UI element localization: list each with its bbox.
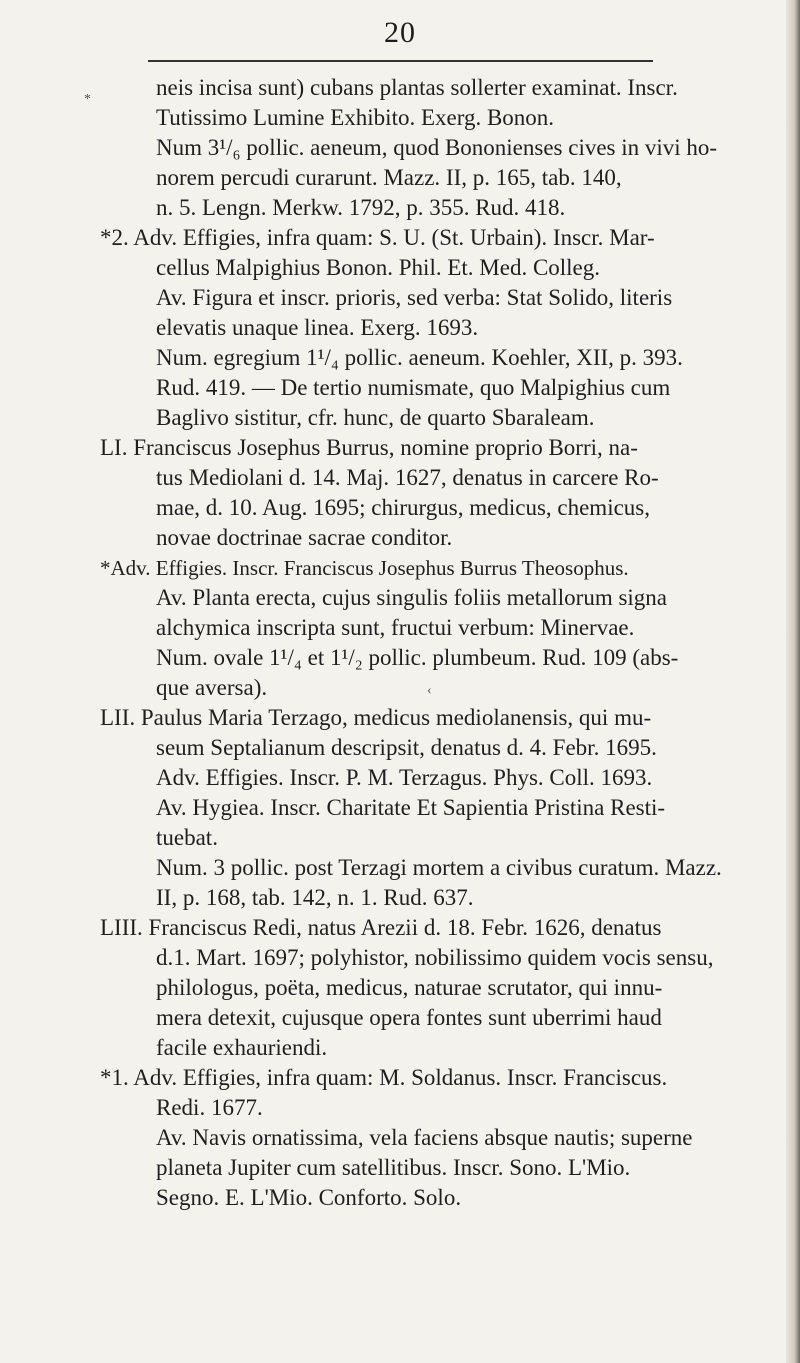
text-line: seum Septalianum descripsit, denatus d. 4. Febr. 1695. — [156, 735, 657, 760]
text-line: Redi. 1677. — [156, 1095, 263, 1120]
text-line: planeta Jupiter cum satellitibus. Inscr. Sono. L'Mio. — [156, 1155, 631, 1180]
text-line: Segno. E. L'Mio. Conforto. Solo. — [156, 1185, 462, 1210]
text-line: LI. Franciscus Josephus Burrus, nomine proprio Borri, na- — [100, 435, 638, 460]
text-line: neis incisa sunt) cubans plantas sollerter examinat. Inscr. — [156, 75, 678, 100]
text-line: Tutissimo Lumine Exhibito. Exerg. Bonon. — [156, 105, 555, 130]
text-line: alchymica inscripta sunt, fructui verbum: Minervae. — [156, 615, 635, 640]
text-line: Av. Navis ornatissima, vela faciens absque nautis; superne — [156, 1125, 693, 1150]
text-line: que aversa). — [156, 675, 268, 700]
text-line: cellus Malpighius Bonon. Phil. Et. Med. Colleg. — [156, 255, 601, 280]
margin-mark-angle: ‹ — [427, 683, 432, 698]
text-line: Av. Hygiea. Inscr. Charitate Et Sapientia Pristina Resti- — [156, 795, 666, 820]
text-line: *Adv. Effigies. Inscr. Franciscus Josephus Burrus Theosophus. — [100, 556, 629, 580]
page-number: 20 — [384, 16, 416, 49]
text-line: Num 3¹/₆ pollic. aeneum, quod Bononienses cives in vivi ho- — [156, 135, 718, 160]
text-line: LII. Paulus Maria Terzago, medicus mediolanensis, qui mu- — [100, 705, 652, 730]
text-line: *1. Adv. Effigies, infra quam: M. Soldanus. Inscr. Franciscus. — [100, 1065, 668, 1090]
text-line: norem percudi curarunt. Mazz. II, p. 165, tab. 140, — [156, 165, 622, 190]
margin-mark-asterisk: * — [84, 92, 91, 107]
text-line: mera detexit, cujusque opera fontes sunt uberrimi haud — [156, 1005, 662, 1030]
text-line: Rud. 419. — De tertio numismate, quo Malpighius cum — [156, 375, 671, 400]
text-line: Baglivo sistitur, cfr. hunc, de quarto Sbaraleam. — [156, 405, 595, 430]
text-line: Num. 3 pollic. post Terzagi mortem a civibus curatum. Mazz. — [156, 855, 722, 880]
text-line: elevatis unaque linea. Exerg. 1693. — [156, 315, 479, 340]
text-line: II, p. 168, tab. 142, n. 1. Rud. 637. — [156, 885, 474, 910]
text-line: LIII. Franciscus Redi, natus Arezii d. 18. Febr. 1626, denatus — [100, 915, 662, 940]
text-line: n. 5. Lengn. Merkw. 1792, p. 355. Rud. 418. — [156, 195, 566, 220]
text-line: Av. Planta erecta, cujus singulis foliis metallorum signa — [156, 585, 668, 610]
text-line: d.1. Mart. 1697; polyhistor, nobilissimo quidem vocis sensu, — [156, 945, 714, 970]
header-rule — [148, 60, 653, 62]
text-line: Av. Figura et inscr. prioris, sed verba: Stat Solido, literis — [156, 285, 673, 310]
page-edge — [786, 0, 800, 1363]
text-line: tuebat. — [156, 825, 218, 850]
text-line: Num. ovale 1¹/₄ et 1¹/₂ pollic. plumbeum. Rud. 109 (abs- — [156, 645, 679, 670]
text-line: philologus, poëta, medicus, naturae scrutator, qui innu- — [156, 975, 663, 1000]
text-line: novae doctrinae sacrae conditor. — [156, 525, 453, 550]
text-line: Adv. Effigies. Inscr. P. M. Terzagus. Phys. Coll. 1693. — [156, 765, 653, 790]
text-line: Num. egregium 1¹/₄ pollic. aeneum. Koehler, XII, p. 393. — [156, 345, 683, 370]
text-line: *2. Adv. Effigies, infra quam: S. U. (St. Urbain). Inscr. Mar- — [100, 225, 655, 250]
text-line: tus Mediolani d. 14. Maj. 1627, denatus in carcere Ro- — [156, 465, 659, 490]
text-line: facile exhauriendi. — [156, 1035, 328, 1060]
text-line: mae, d. 10. Aug. 1695; chirurgus, medicus, chemicus, — [156, 495, 650, 520]
